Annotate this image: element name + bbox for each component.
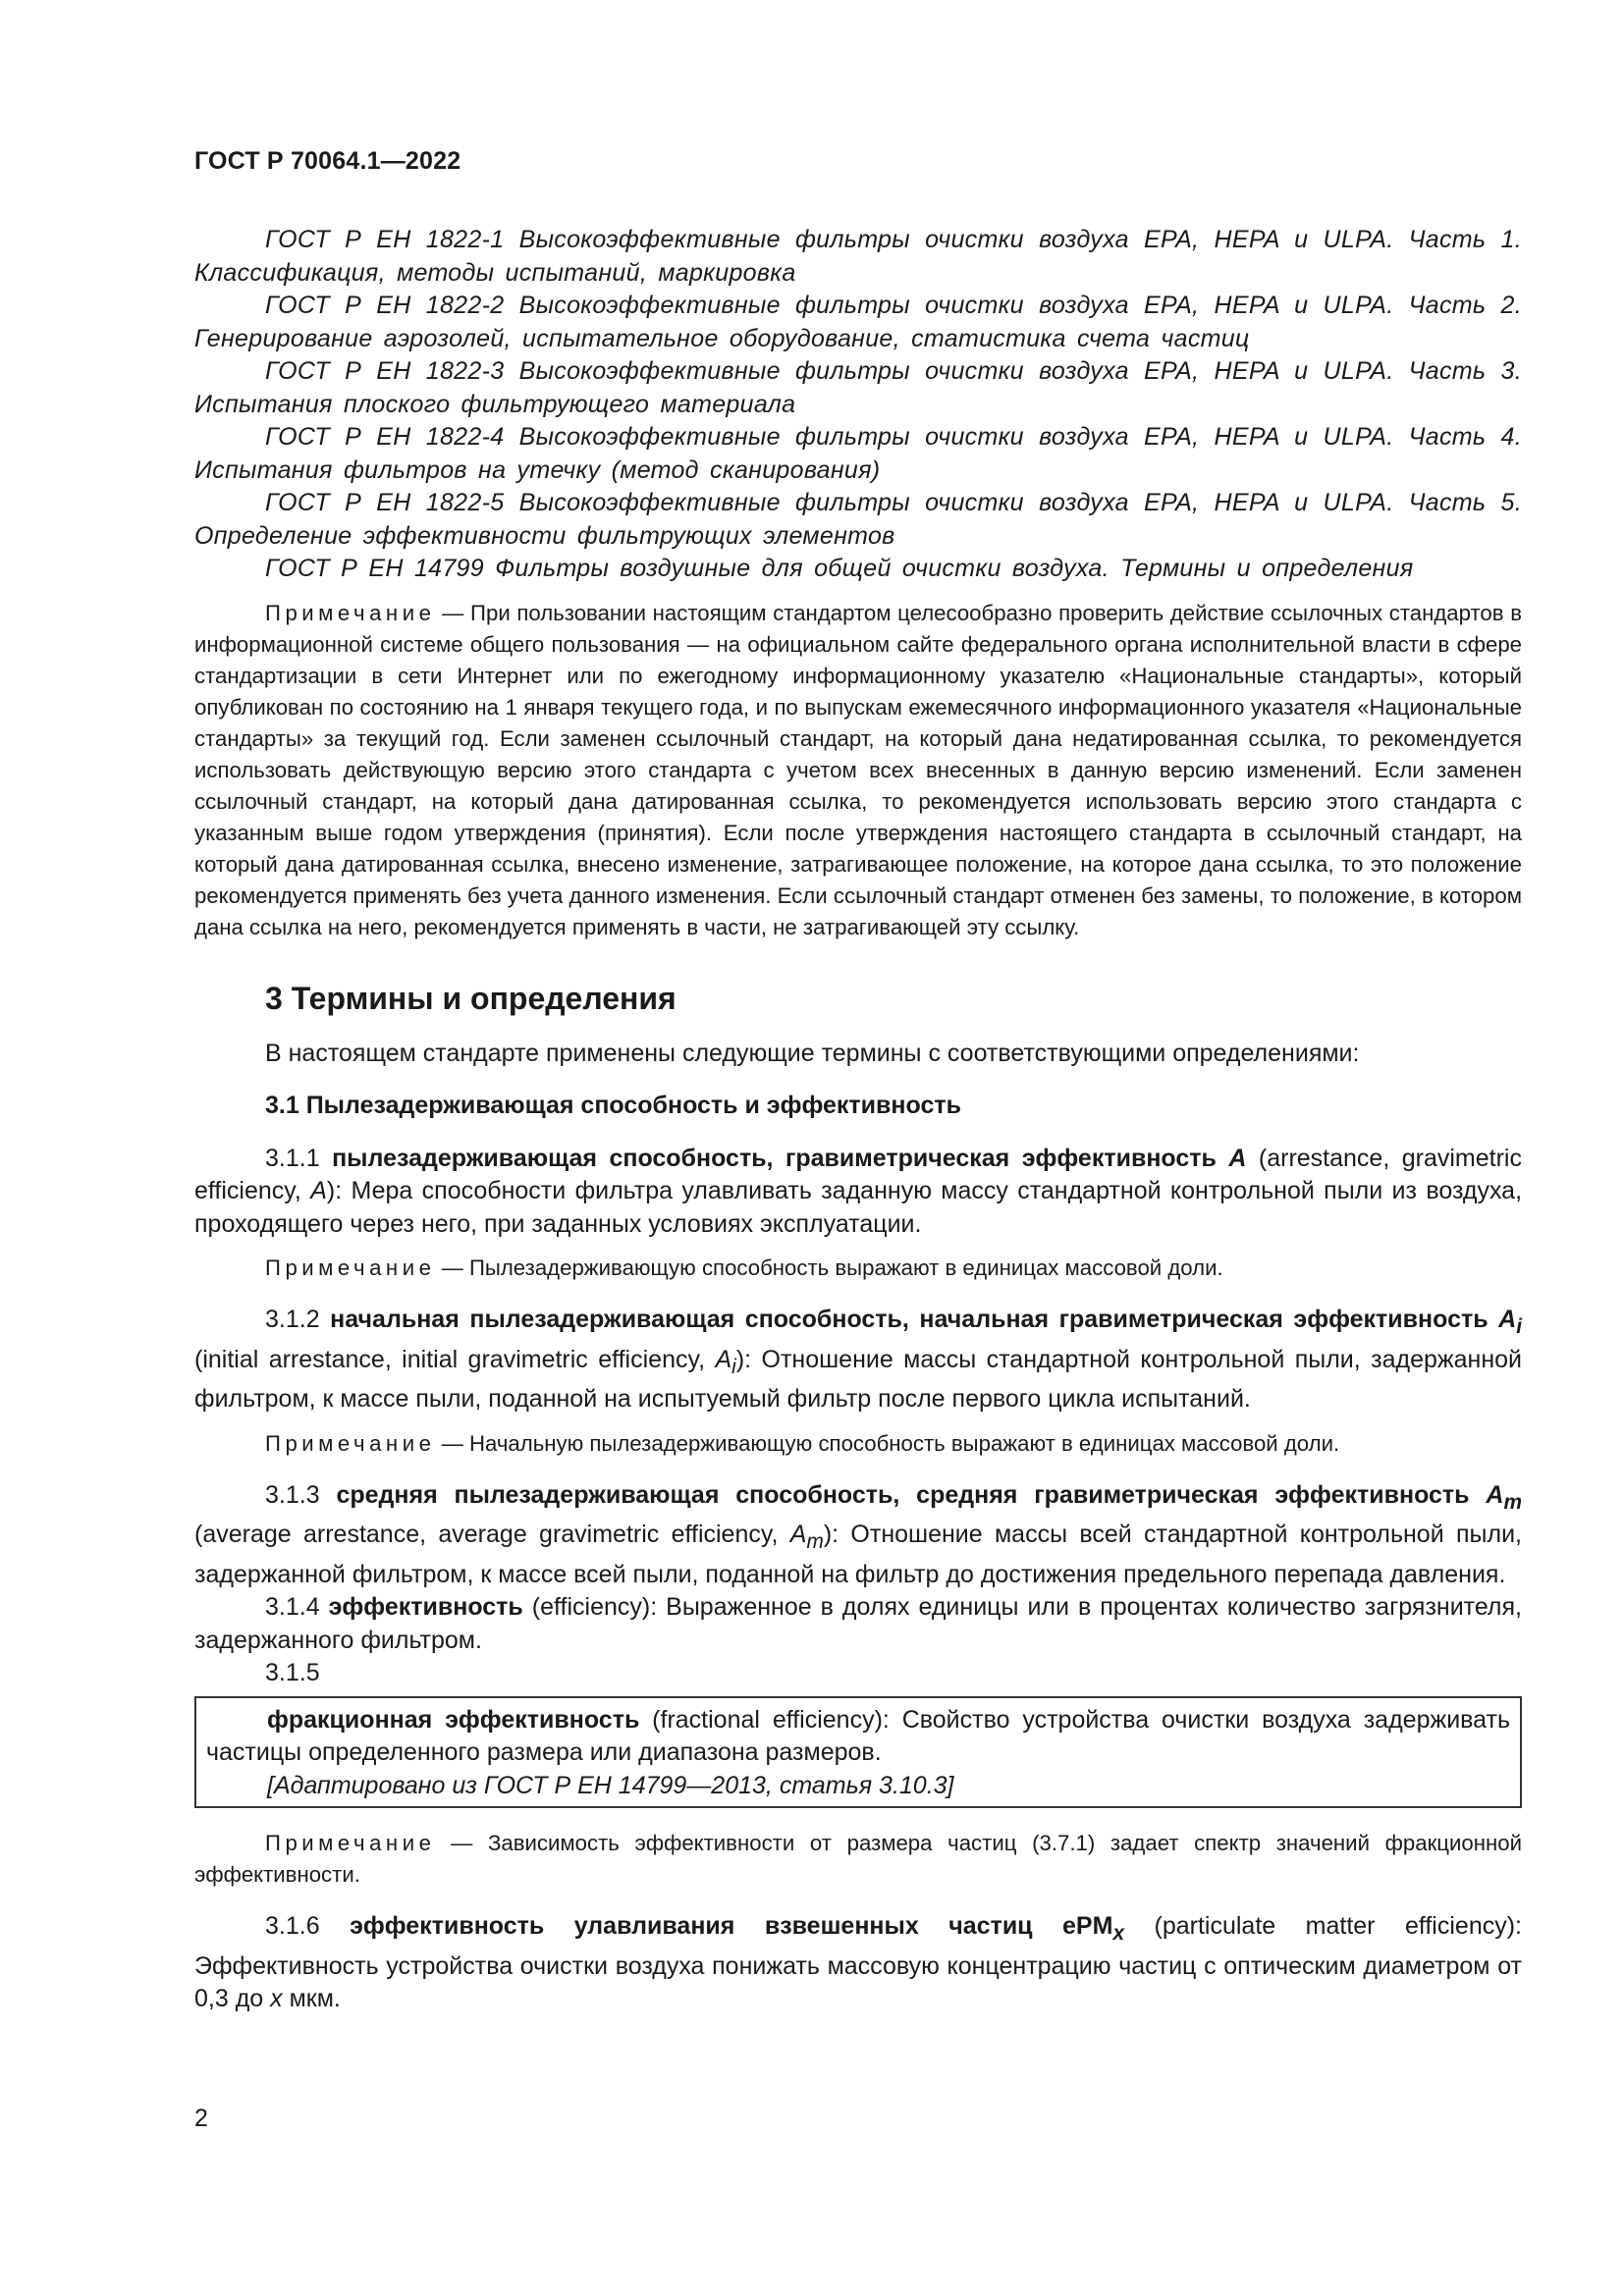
reference-title: ГОСТ Р ЕН 1822-2 Высокоэффективные фильтры очистки воздуха EPA, HEPA и ULPA. — [265, 292, 1394, 319]
references-note: Примечание — При пользовании настоящим стандартом целесообразно проверить действие ссылочных стандартов в информационной системе общего пользования — на официальном сайте федерального органа исполнительной власти в сфере стандартизации в сети Интернет или по ежегодному информационному указателю «Национальные стандарты», который опубликован по состоянию на 1 января текущего года, и по выпускам ежемесячного информационного указателя «Национальные стандарты» за текущий год. Если заменен ссылочный стандарт, на который дана недатированная ссылка, то рекомендуется использовать действующую версию этого стандарта с учетом всех внесенных в данную версию изменений. Если заменен ссылочный стандарт, на который дана датированная ссылка, то рекомендуется использовать версию этого стандарта с указанным выше годом утверждения (принятия). Если после утверждения настоящего стандарта в ссылочный стандарт, на который дана датированная ссылка, внесено изменение, затрагивающее положение, на которое дана ссылка, то это положение рекомендуется применять без учета данного изменения. Если ссылочный стандарт отменен без замены, то положение, в котором дана ссылка на него, рекомендуется применять в части, не затрагивающей эту ссылку. — [194, 600, 1522, 939]
reference-part: Часть 3. Испытания плоского фильтрующего материала — [194, 357, 1523, 418]
reference-item — [194, 421, 1522, 487]
reference-part: Часть 1. Классификация, методы испытаний, маркировка — [194, 226, 1523, 287]
term-symbol: A — [1486, 1480, 1504, 1509]
term-name: эффективность улавливания взвешенных частиц — [350, 1912, 1063, 1940]
reference-part: Часть 5. Определение эффективности фильтрующих элементов — [194, 489, 1523, 550]
reference-part: Часть 4. Испытания фильтров на утечку (метод сканирования) — [194, 423, 1523, 484]
term-number: 3.1.3 — [265, 1480, 337, 1509]
term-definition: Мера способности фильтра улавливать заданную массу стандартной контрольной пыли из воздуха, проходящего через него, при заданных условиях эксплуатации. — [194, 1177, 1523, 1238]
term-definition: Отношение массы всей стандартной контрольной пыли, задержанной фильтром, к массе всей пыли, поданной на фильтр до достижения предельного перепада давления. — [194, 1521, 1522, 1588]
term-note: Примечание — Начальную пылезадерживающую способность выражают в единицах массовой доли. — [265, 1430, 1340, 1456]
term-definition: Отношение массы стандартной контрольной пыли, задержанной фильтром, к массе пыли, поданной на испытуемый фильтр после первого цикла испытаний. — [194, 1345, 1523, 1413]
term-name: фракционная эффективность — [267, 1705, 640, 1734]
term-name: пылезадерживающая способность, гравиметрическая эффективность — [332, 1144, 1229, 1172]
page-content — [194, 224, 1522, 2016]
reference-item — [194, 224, 1522, 290]
term-number: 3.1.6 — [265, 1912, 351, 1940]
reference-item — [194, 290, 1522, 355]
subsection-title: 3.1 Пылезадерживающая способность и эффективность — [265, 1092, 961, 1119]
reference-item — [194, 487, 1522, 553]
term-entry: 3.1.6 эффективность улавливания взвешенных частиц ePM$_x$ (particulate matter efficiency): Эффективность устройства очистки воздуха понижать массовую концентрацию частиц с оптическим диаметром от 0,3 до x мкм. — [194, 1912, 1522, 2012]
term-symbol: A — [1228, 1144, 1247, 1172]
reference-title: ГОСТ Р ЕН 1822-3 Высокоэффективные фильтры очистки воздуха EPA, HEPA и ULPA. — [265, 357, 1394, 385]
section-intro: В настоящем стандарте применены следующие термины с соответствующими определениями: — [265, 1039, 1360, 1067]
term-entry: 3.1.4 эффективность (efficiency): Выраженное в долях единицы или в процентах количество загрязнителя, задержанного фильтром. — [194, 1593, 1522, 1654]
section-title: 3 Термины и определения — [265, 980, 677, 1016]
document-header: ГОСТ Р 70064.1—2022 — [194, 147, 461, 175]
term-name: начальная пылезадерживающая способность, начальная гравиметрическая эффективность — [330, 1306, 1499, 1333]
reference-title: ГОСТ Р ЕН 1822-4 Высокоэффективные фильтры очистки воздуха EPA, HEPA и ULPA. — [265, 423, 1394, 451]
reference-part: Часть 2. Генерирование аэрозолей, испытательное оборудование, статистика счета частиц — [194, 292, 1523, 352]
term-entry: 3.1.1 пылезадерживающая способность, гравиметрическая эффективность A (arrestance, gravimetric efficiency, A): Мера способности фильтра улавливать заданную массу стандартной контрольной пыли из воздуха, проходящего через него, при заданных условиях эксплуатации. — [194, 1144, 1523, 1238]
term-symbol: ePM — [1062, 1912, 1113, 1940]
term-definition: Эффективность устройства очистки воздуха понижать массовую концентрацию частиц с оптическим диаметром от 0,3 до — [194, 1951, 1522, 2012]
normative-references-list — [194, 224, 1522, 586]
note-text: При пользовании настоящим стандартом целесообразно проверить действие ссылочных стандартов в информационной системе общего пользования — на официальном сайте федерального органа исполнительной власти в сфере стандартизации в сети Интернет или по ежегодному информационному указателю «Национальные стандарты», который опубликован по состоянию на 1 января текущего года, и по выпускам ежемесячного информационного указателя «Национальные стандарты» за текущий год. Если заменен ссылочный стандарт, на который дана недатированная ссылка, то рекомендуется использовать действующую версию этого стандарта с учетом всех внесенных в данную версию изменений. Если заменен ссылочный стандарт, на который дана датированная ссылка, то рекомендуется использовать версию этого стандарта с указанным выше годом утверждения (принятия). Если после утверждения настоящего стандарта в ссылочный стандарт, на который дана датированная ссылка, внесено изменение, затрагивающее положение, на которое дана ссылка, то это положение рекомендуется применять без учета данного изменения. Если ссылочный стандарт отменен без замены, то положение, в котором дана ссылка на него, рекомендуется применять в части, не затрагивающей эту ссылку. — [194, 600, 1522, 939]
term-number: 3.1.2 — [265, 1306, 331, 1333]
term-box — [194, 1696, 1522, 1809]
reference-item — [194, 553, 1522, 586]
term-definition: Свойство устройства очистки воздуха задерживать частицы определенного размера или диапазона размеров. — [206, 1705, 1510, 1766]
reference-title: ГОСТ Р ЕН 1822-1 Высокоэффективные фильтры очистки воздуха EPA, HEPA и ULPA. — [265, 226, 1394, 253]
term-entry: 3.1.3 средняя пылезадерживающая способность, средняя гравиметрическая эффективность $A_m$ (average arrestance, average gravimetric efficiency, $A_m$): Отношение массы всей стандартной контрольной пыли, задержанной фильтром, к массе всей пыли, поданной на фильтр до достижения предельного перепада давления. — [194, 1480, 1522, 1588]
term-note: Примечание — Зависимость эффективности от размера частиц (3.7.1) задает спектр значений фракционной эффективности. — [194, 1831, 1522, 1887]
term-name: средняя пылезадерживающая способность, средняя гравиметрическая эффективность — [336, 1480, 1487, 1509]
term-definition: Выраженное в долях единицы или в процентах количество загрязнителя, задержанного фильтром. — [194, 1593, 1522, 1654]
term-entry: 3.1.2 начальная пылезадерживающая способность, начальная гравиметрическая эффективность $A_i$ (initial arrestance, initial gravimetric efficiency, $A_i$): Отношение массы стандартной контрольной пыли, задержанной фильтром, к массе пыли, поданной на испытуемый фильтр после первого цикла испытаний. — [194, 1306, 1523, 1413]
note-label: Примечание — [265, 600, 436, 625]
term-entry: фракционная эффективность (fractional efficiency): Свойство устройства очистки воздуха задерживать частицы определенного размера или диапазона размеров. — [206, 1705, 1510, 1766]
term-symbol: A — [1498, 1306, 1517, 1333]
term-source: [Адаптировано из ГОСТ Р ЕН 14799—2013, статья 3.10.3] — [267, 1771, 954, 1799]
term-note: Примечание — Пылезадерживающую способность выражают в единицах массовой доли. — [265, 1255, 1223, 1280]
reference-item — [194, 355, 1522, 421]
term-number: 3.1.1 — [265, 1144, 333, 1172]
reference-title: ГОСТ Р ЕН 1822-5 Высокоэффективные фильтры очистки воздуха EPA, HEPA и ULPA. — [265, 489, 1394, 516]
page-number: 2 — [194, 2105, 208, 2132]
term-number: 3.1.4 — [265, 1593, 329, 1621]
term-number: 3.1.5 — [265, 1659, 320, 1686]
term-name: эффективность — [328, 1593, 523, 1621]
reference-title: ГОСТ Р ЕН 14799 Фильтры воздушные для общей очистки воздуха. Термины и определения — [265, 555, 1414, 582]
